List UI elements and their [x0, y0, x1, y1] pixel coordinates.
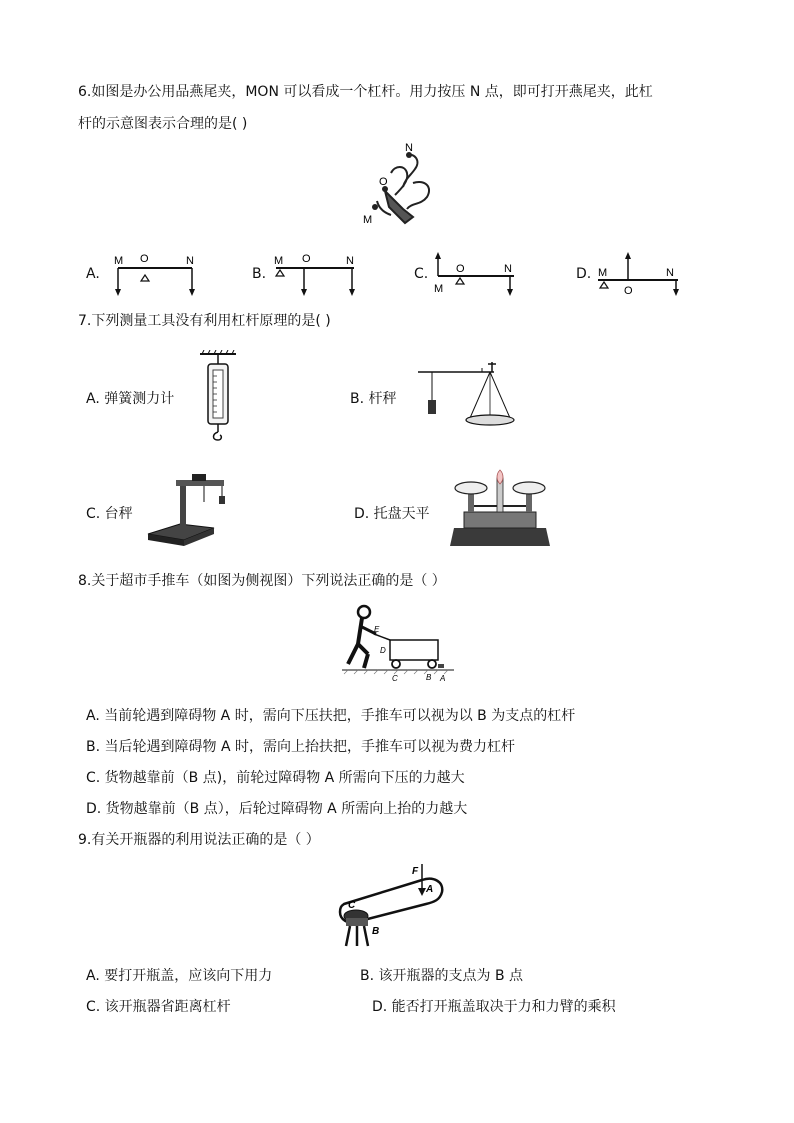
- q6-option-d-diagram: [592, 248, 684, 298]
- lever-label-n: N: [346, 255, 354, 267]
- lever-label-n: N: [504, 263, 512, 275]
- q6-stem-line2: 杆的示意图表示合理的是( ): [78, 116, 248, 132]
- cart-label-a: A: [440, 674, 446, 682]
- q6-option-b-letter: B.: [252, 266, 267, 282]
- q8-option-c: C. 货物越靠前（B 点)，前轮过障碍物 A 所需向下压的力越大: [86, 770, 465, 786]
- bottle-opener-figure: [330, 858, 450, 950]
- q7-option-c: C. 台秤: [86, 506, 133, 522]
- q6-option-c-diagram: [430, 248, 522, 298]
- platform-scale-image: [144, 472, 230, 550]
- q6-option-a-letter: A.: [86, 266, 100, 282]
- balance-scale-image: [448, 466, 552, 548]
- lever-label-n: N: [186, 255, 194, 267]
- q9-stem: 9.有关开瓶器的利用说法正确的是（ ）: [78, 832, 320, 848]
- cart-label-d: D: [380, 646, 386, 655]
- lever-label-m: M: [114, 255, 124, 267]
- cart-label-e: E: [374, 625, 380, 634]
- q8-stem: 8.关于超市手推车（如图为侧视图）下列说法正确的是（ ）: [78, 573, 446, 589]
- lever-label-o: O: [302, 253, 311, 265]
- opener-label-c: C: [348, 900, 356, 911]
- q8-option-a: A. 当前轮遇到障碍物 A 时，需向下压扶把，手推车可以视为以 B 为支点的杠杆: [86, 708, 576, 724]
- q9-option-b: B. 该开瓶器的支点为 B 点: [360, 968, 524, 984]
- lever-label-o: O: [624, 285, 633, 297]
- opener-label-a: A: [426, 884, 434, 895]
- lever-label-o: O: [140, 253, 149, 265]
- q6-option-a-diagram: [110, 250, 200, 300]
- q9-option-c: C. 该开瓶器省距离杠杆: [86, 999, 231, 1015]
- shopping-cart-figure: [338, 604, 458, 682]
- lever-label-n: N: [666, 267, 674, 279]
- fig-label-o: O: [379, 176, 388, 188]
- q7-stem: 7.下列测量工具没有利用杠杆原理的是( ): [78, 313, 331, 329]
- fig-label-n: N: [405, 143, 413, 154]
- q7-option-b: B. 杆秤: [350, 391, 397, 407]
- q6-stem-line1: 6.如图是办公用品燕尾夹，MON 可以看成一个杠杆。用力按压 N 点，即可打开燕尾夹，此杠: [78, 84, 653, 100]
- q6-option-c-letter: C.: [414, 266, 429, 282]
- lever-label-m: M: [434, 283, 444, 295]
- q6-option-d-letter: D.: [576, 266, 592, 282]
- q7-option-d: D. 托盘天平: [354, 506, 430, 522]
- opener-label-f: F: [412, 866, 419, 877]
- spring-scale-image: [198, 350, 238, 442]
- q6-option-b-diagram: [270, 250, 362, 300]
- q8-option-b: B. 当后轮遇到障碍物 A 时，需向上抬扶把，手推车可以视为费力杠杆: [86, 739, 515, 755]
- cart-label-b: B: [426, 673, 432, 682]
- opener-label-b: B: [372, 926, 380, 937]
- lever-label-m: M: [598, 267, 608, 279]
- cart-label-c: C: [392, 674, 398, 682]
- q9-option-a: A. 要打开瓶盖，应该向下用力: [86, 968, 273, 984]
- steelyard-image: [414, 360, 524, 438]
- q9-option-d: D. 能否打开瓶盖取决于力和力臂的乘积: [372, 999, 616, 1015]
- binder-clip-figure: [355, 143, 445, 233]
- lever-label-m: M: [274, 255, 284, 267]
- q7-option-a: A. 弹簧测力计: [86, 391, 175, 407]
- q8-option-d: D. 货物越靠前（B 点），后轮过障碍物 A 所需向上抬的力越大: [86, 801, 468, 817]
- fig-label-m: M: [363, 214, 373, 226]
- lever-label-o: O: [456, 263, 465, 275]
